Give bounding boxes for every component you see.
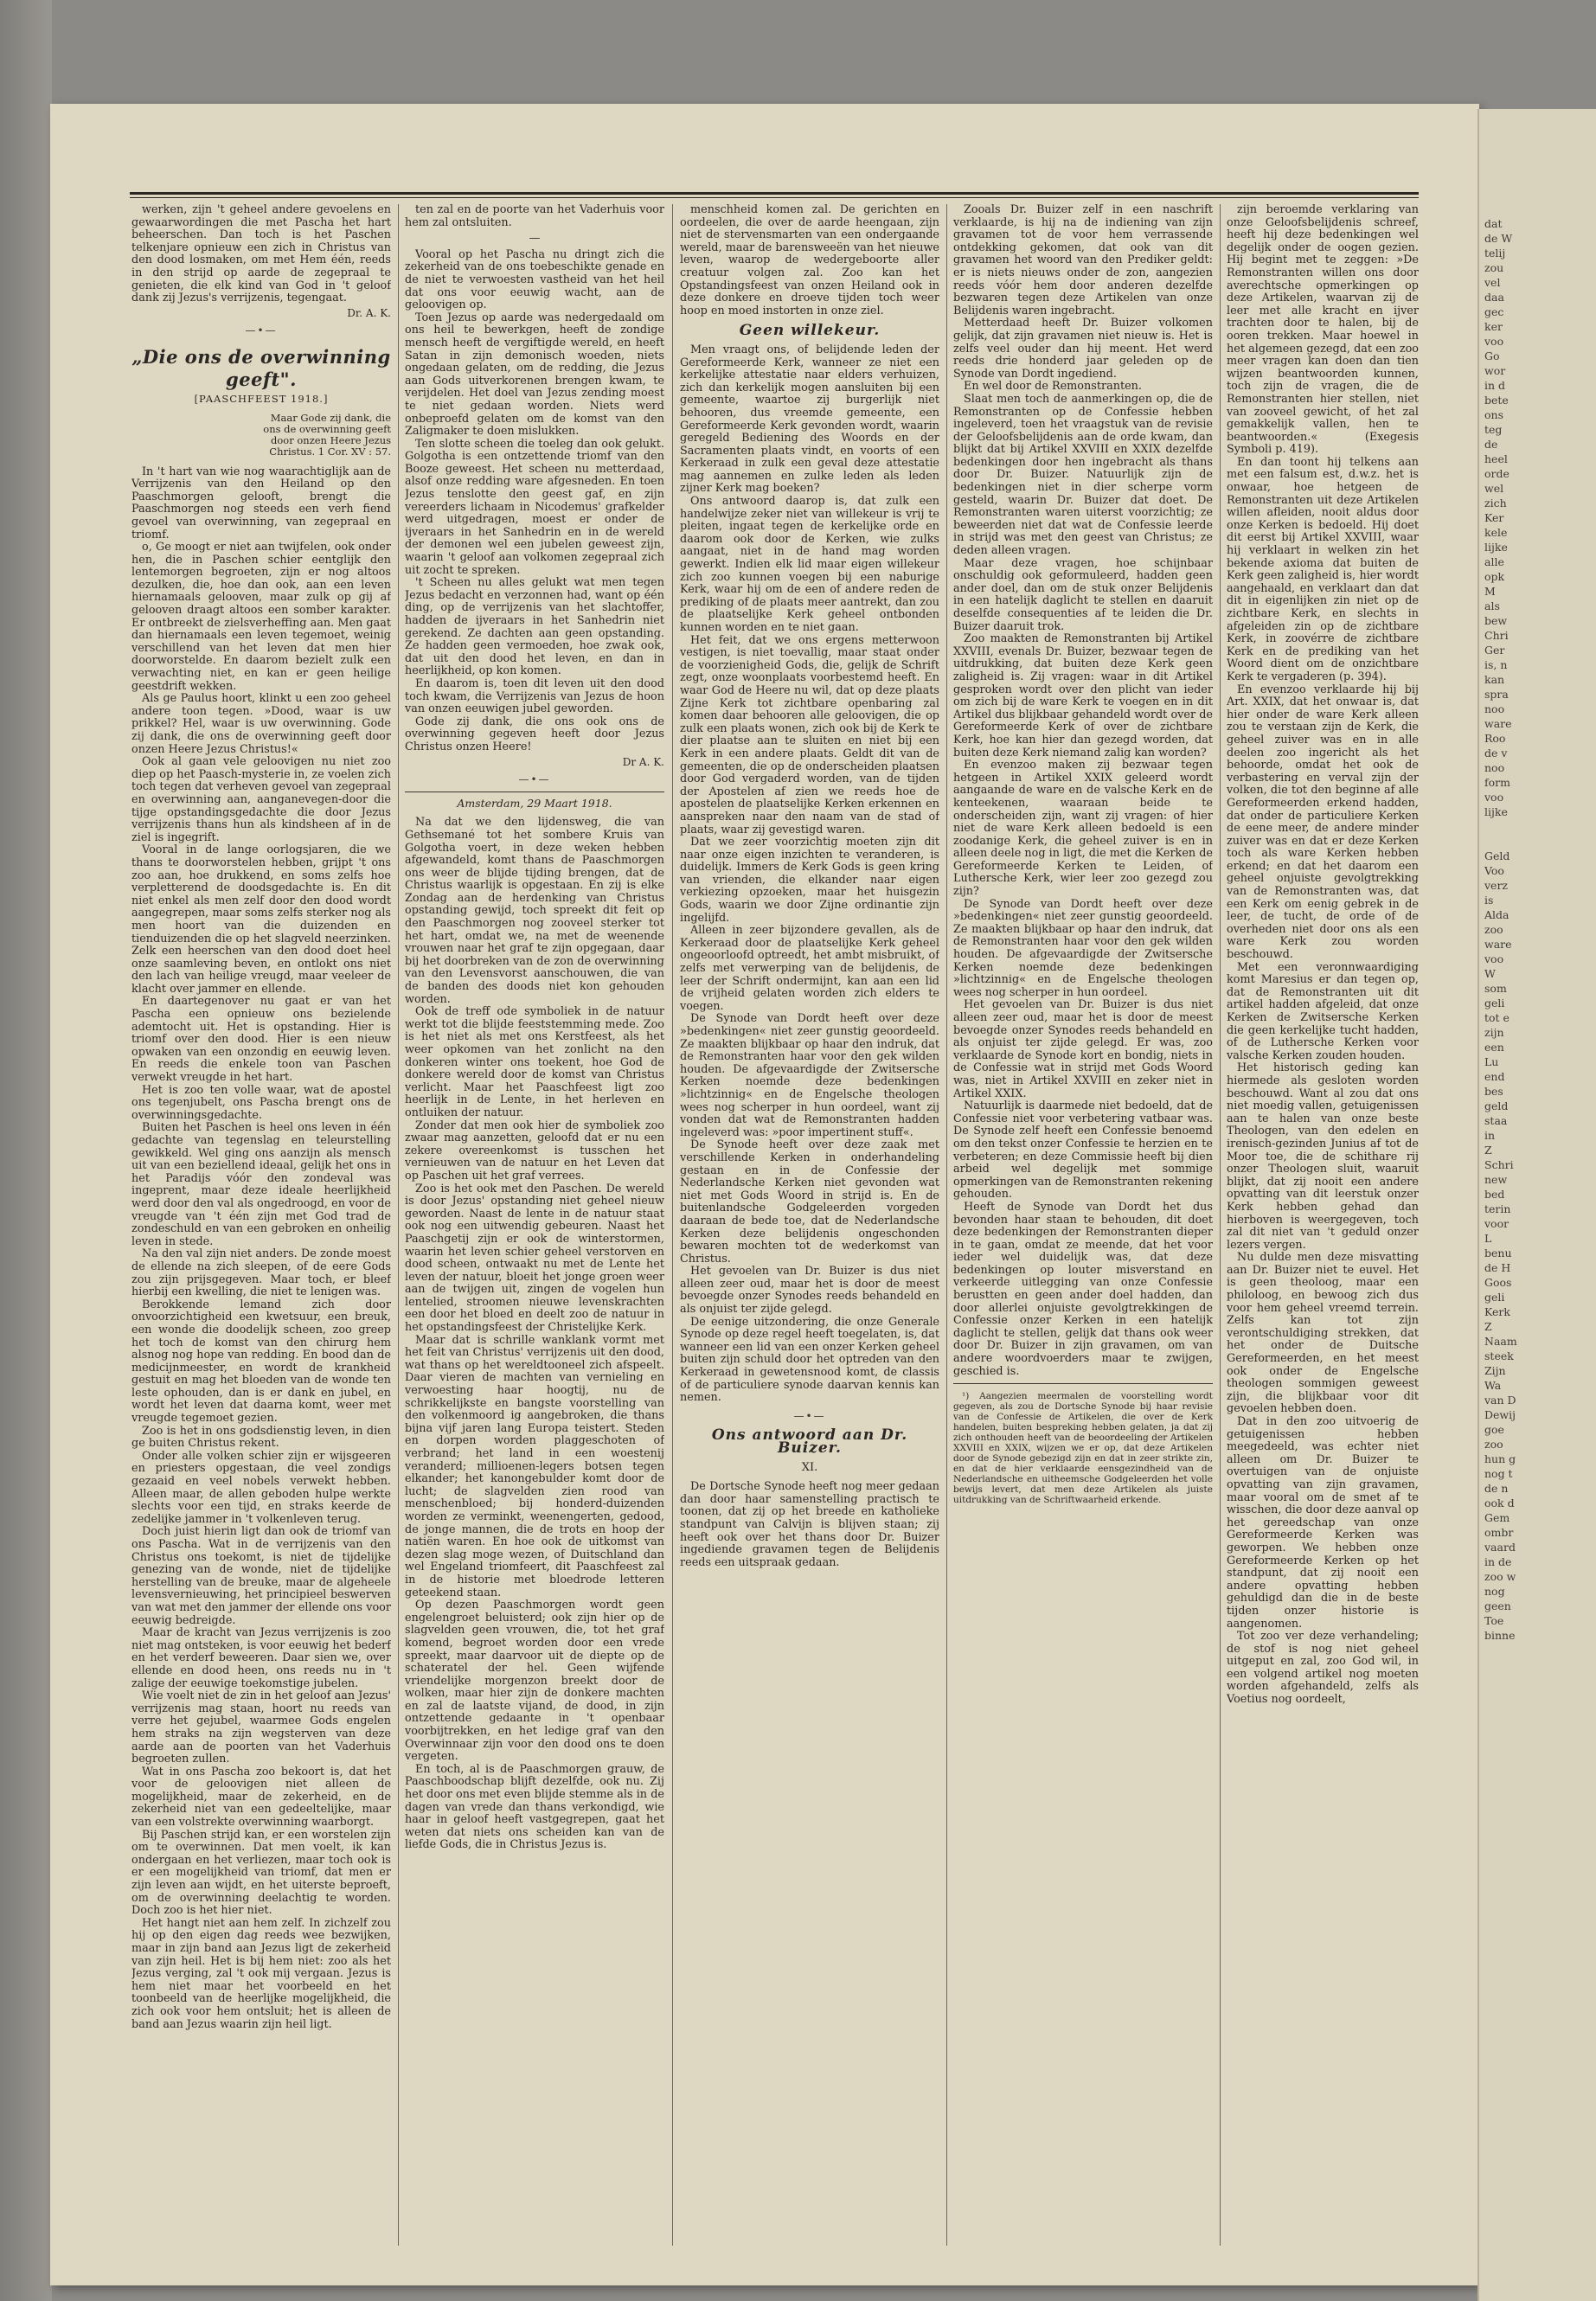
paragraph: Ons antwoord daarop is, dat zulk een handelwijze zeker niet van willekeur is vrij te pleiten, ingaat tegen de kerkelijke orde en daarom ook door de Kerken, wie zulks aangaat, niet in de hand mag worden gewerkt. Indien elk lid maar eigen willekeur zich zoo kunnen voegen bij een naburige Kerk, waar hij om de een of andere reden de prediking of de plaats meer aantrekt, dan zou de plaatselijke Kerk geheel ontbonden kunnen worden en te niet gaan. xyxy=(680,495,939,634)
ornament-divider: —•— xyxy=(793,1409,826,1422)
paragraph: Het gevoelen van Dr. Buizer is dus niet alleen zeer oud, maar het is door de meest bevoegde onzer Synodes reeds behandeld en als onjuist ter zijde gelegd. Er was, zoo verklaarde de Synode kort en bondig, niets in de Confessie wat in strijd met Gods Woord was, niet in Artikel XXVIII en zeker niet in Artikel XXIX. xyxy=(953,998,1213,1100)
paragraph: En wel door de Remonstranten. xyxy=(964,380,1142,394)
column-1 xyxy=(131,204,391,2246)
paragraph: zijn beroemde verklaring van onze Geloofsbelijdenis schreef, heeft hij deze bedenkingen wel degelijk onder de oogen gezien. Hij begint met te zeggen: »De Remonstranten willen ons door averechtsche opmerkingen op deze Artikelen, waarvan zij de leer met alle kracht en ijver trachten door te halen, bij de ooren trekken. Maar hoewel in het algemeen gezegd, dat een zoo meer vragen kan doen dan tien wijzen beantwoorden kunnen, toch zijn de vragen, die de Remonstranten hier stellen, niet van zooveel gewicht, of het zal gemakkelijk vallen, hen te beantwoorden.« (Exegesis Symboli p. 419). xyxy=(1227,204,1419,457)
footnote: ¹) Aangezien meermalen de voorstelling wordt gegeven, als zou de Dortsche Synode bij haar revisie van de Confessie de Artikelen, die over de Kerk handelen, buiten bespreking hebben gelaten, ja dat zij zich onthouden heeft van de beoordeeling der Artikelen XXVIII en XXIX, wijzen we er op, dat deze Artikelen door de Synode gebezigd zijn en dat in zeer strikte zin, en dat de hier verklaarde eensgezindheid van de Nederlandsche en uitheemsche Godgeleerden het volle bewijs levert, dat men deze Artikelen als juiste uitdrukking van de Schriftwaarheid erkende. xyxy=(953,1391,1213,1506)
article-continuation: werken, zijn 't geheel andere gevoelens en gewaarwordingen die met Pascha het hart beheerschen. Dan toch is het Paschen telkenjare opnieuw een zich in Christus van den dood losmaken, om met Hem één, reeds in den strijd op aarde de zegepraal te genieten, die elk kind van God in 't geloof dank zij Jezus's verrijzenis, tegengaat. xyxy=(131,204,391,305)
paragraph: Het is zoo ten volle waar, wat de apostel ons tegenjubelt, ons Pascha brengt ons de overwinningsgedachte. xyxy=(131,1083,391,1122)
paragraph: En evenzoo maken zij bezwaar tegen hetgeen in Artikel XXIX geleerd wordt aangaande de ware en de valsche Kerk en de kenteekenen, waaraan beide te onderscheiden zijn, want zij vragen: of hier niet de ware Kerk alleen bedoeld is een zoodanige Kerk, die geheel zuiver is en in alleen deele nog in ligt, die met die Kerken de Gereformeerde Kerken te Leiden, of Luthersche Kerk, wier leer zoo gezegd zou zijn? xyxy=(953,759,1213,899)
paragraph: Wie voelt niet de zin in het geloof aan Jezus' verrijzenis mag staan, hoort nu reeds van verre het gejubel, waarmee Gods engelen hem straks na zijn wegsterven van deze aarde aan de poorten van het Vaderhuis begroeten zullen. xyxy=(131,1689,391,1766)
paragraph: Het feit, dat we ons ergens metterwoon vestigen, is niet toevallig, maar staat onder de voorzienigheid Gods, die, gelijk de Schrift zegt, onze woonplaats voorbestemd heeft. En waar God de Heere nu wil, dat op deze plaats Zijne Kerk tot zichtbare openbaring zal komen daar behooren alle geloovigen, die op zulk een plaats wonen, zich ook bij de Kerk te dier plaatse aan te sluiten en niet bij een Kerk in een andere plaats. Geldt dit van de gemeenten, die op de onderscheiden plaatsen door God vergaderd worden, van de tijden der Apostelen af zien we reeds hoe de apostelen de plaatselijke Kerken erkennen en aanspreken naar den naam van de stad of plaats, waar zij gevestigd waren. xyxy=(680,633,939,836)
ornament-divider: —•— xyxy=(518,773,551,786)
paragraph: Doch juist hierin ligt dan ook de triomf van ons Pascha. Wat in de verrijzenis van den Christus ons toekomt, is niet de tijdelijke genezing van de wonde, niet de tijdelijke herstelling van de breuke, maar de algeheele levensvernieuwing, het principieel beswerven van wat met den jammer der ellende ons voor eeuwig bedreigde. xyxy=(131,1525,391,1627)
paragraph: En daartegenover nu gaat er van het Pascha een opnieuw ons bezielende ademtocht uit. Het is opstanding. Hier is triomf over den dood. Hier is een nieuw opwaken van een onzondig en eeuwig leven. En reeds die enkele toon van Paschen verwekt vreugde in het hart. xyxy=(131,995,391,1085)
paragraph: Toen Jezus op aarde was nedergedaald om ons heil te bewerkgen, heeft de zondige mensch heeft de vergiftigde wereld, en heeft Satan in zijn demonisch woeden, niets ongedaan gelaten, om de redding, die Jezus aan Gods uitverkorenen brengen kwam, te verijdelen. Het doel van Jezus zending moest te niet gedaan worden. Niets werd onbeproefd gelaten om de komst van den Zaligmaker te doen mislukken. xyxy=(405,311,664,439)
paragraph: Natuurlijk is daarmede niet bedoeld, dat de Confessie niet voor verbetering vatbaar was. De Synode zelf heeft een Confessie benoemd om den tekst onzer Confessie te herzien en te verbeteren; en deze Commissie heeft bij dien arbeid wel degelijk met sommige opmerkingen van de Remonstranten rekening gehouden. xyxy=(953,1099,1213,1202)
paragraph: En evenzoo verklaarde hij bij Art. XXIX, dat het onwaar is, dat hier onder de ware Kerk alleen zou te verstaan zijn de Kerk, die geheel zuiver was en in alle deelen zoo ingericht als het behoorde, omdat het ook de verbastering en verval zijn der volken, die tot den beginne af alle Gereformeerden erkend hadden, dat onder de particuliere Kerken de eene meer, de andere minder zuiver was en dat er deze Kerken toch als ware Kerken hebben erkend; en dat het daarom een geheel onjuiste gevolgtrekking van de Remonstranten was, dat een Kerk om eenig gebrek in de leer, de tucht, de orde of de overheden niet door ons als een ware Kerk zou worden beschouwd. xyxy=(1227,683,1419,962)
column-divider xyxy=(946,204,947,2246)
column-2 xyxy=(405,204,664,2246)
signature: Dr. A. K. xyxy=(347,306,391,319)
paragraph: De Synode van Dordt heeft over deze »bedenkingen« niet zeer gunstig geoordeeld. Ze maakten blijkbaar op haar den indruk, dat de Remonstranten haar voor den gek wilden houden. De afgevaardigde der Zwitsersche Kerken noemde deze bedenkingen »lichtzinnig« en de Engelsche theologen wees nog scherper in hun oordeel. xyxy=(953,897,1213,999)
paragraph: De Synode van Dordt heeft over deze »bedenkingen« niet zeer gunstig geoordeeld. Ze maakten blijkbaar op haar den indruk, dat de Remonstranten haar voor den gek wilden houden. De afgevaardigde der Zwitsersche Kerken noemde deze bedenkingen »lichtzinnig« en de Engelsche theologen wees nog scherper in hun oordeel, want zij vonden dat wat de Remonstranten hadden ingeleverd was: »poor impertinent stuff«. xyxy=(680,1012,939,1139)
paragraph: Nu dulde men deze misvatting aan Dr. Buizer niet te euvel. Het is geen theoloog, maar een philoloog, en bewoog zich dus voor hem geheel vreemd terrein. Zelfs kan tot zijn verontschuldiging strekken, dat het onder de Duitsche Gereformeerden, en het meest ook onder de Engelsche theologen sommigen geweest zijn, die blijkbaar voor dit gevoelen hebben doen. xyxy=(1227,1251,1419,1416)
article-subtitle: [PAASCHFEEST 1918.] xyxy=(194,392,329,405)
column-divider xyxy=(398,204,399,2246)
paragraph: Zoo is het in ons godsdienstig leven, in dien ge buiten Christus rekent. xyxy=(131,1424,391,1451)
article-continuation: ten zal en de poorte van het Vaderhuis voor hem zal ontsluiten. xyxy=(405,204,664,229)
paragraph: Slaat men toch de aanmerkingen op, die de Remonstranten op de Confessie hebben ingeleverd, toen het vraagstuk van de revisie der Geloofsbelijdenis aan de orde kwam, dan blijkt dat bij Artikel XXVIII en XXIX dezelfde bedenkingen door hen ingebracht als thans door Dr. Buizer. Natuurlijk zijn de bedenkingen niet in dier scherpe vorm gesteld, waarin Dr. Buizer dat doet. De Remonstranten waren uiterst voorzichtig; ze beweerden niet dat wat de Confessie leerde in strijd was met den geest van Christus; ze deden alleen vragen. xyxy=(953,392,1213,558)
header-rule xyxy=(130,192,1419,195)
paragraph: Zoo maakten de Remonstranten bij Artikel XXVIII, evenals Dr. Buizer, bezwaar tegen de uitdrukking, dat buiten deze Kerk geen zaligheid is. Zij vragen: waar in dit Artikel gesproken wordt over den plicht van ieder om zich bij de ware Kerk te voegen en in dit Artikel dus blijkbaar gehandeld wordt over de Gereformeerde Kerk of over de zichtbare Kerk, hoe kan hier dan gezegd worden, dat buiten deze Kerk niemand zalig kan worden? xyxy=(953,632,1213,760)
paragraph: Bij Paschen strijd kan, er een worstelen zijn om te overwinnen. Dat men voelt, ik kan ondergaan en het verliezen, maar toch ook is er een mogelijkheid van triomf, dat men er zijn leven aan wijdt, en het uiterste beproeft, om de overwinning deelachtig te worden. Doch zoo is het hier niet. xyxy=(131,1828,391,1918)
paragraph: En toch, al is de Paaschmorgen grauw, de Paaschboodschap blijft dezelfde, ook nu. Zij het door ons met even blijde stemme als in de dagen van vrede dan thans verkondigd, wie haar in geloof heeft vastgegrepen, gaat het weten dat niets ons scheiden kan van de liefde Gods, die in Christus Jezus is. xyxy=(405,1762,664,1852)
paragraph: Zooals Dr. Buizer zelf in een naschrift verklaarde, is hij na de indiening van zijn gravamen tot de voor hem verrassende ontdekking gekomen, dat ook van dit gravamen het woord van den Prediker geldt: er is niets nieuws onder de zon, aangezien reeds vóór hem door anderen dezelfde bezwaren tegen deze Artikelen van onze Belijdenis waren ingebracht. xyxy=(953,204,1213,317)
paragraph: Ook al gaan vele geloovigen nu niet zoo diep op het Paasch-mysterie in, ze voelen zich toch tegen dat verheven gevoel van zegepraal en overwinning aan, aanganevegen-door die tijge opstandingsgedachte die door Jezus verrijzenis thans hun als kindsheen af in de ziel is ingegrift. xyxy=(131,755,391,844)
column-3 xyxy=(680,204,939,2246)
paragraph: Heeft de Synode van Dordt het dus bevonden haar staan te behouden, dit doet deze bedenkingen der Remonstranten dieper in te gaan, omdat ze meende, dat het voor ieder wel duidelijk was, dat deze bedenkingen op louter misverstand en verkeerde uitlegging van onze Confessie berustten en geen ander doel hadden, dan door allerlei onjuiste gevolgtrekkingen de Confessie onzer Kerken in een hatelijk daglicht te stellen, gelijk dat thans ook weer door Dr. Buizer in zijn gravamen, om van andere woordvoerders maar te zwijgen, geschied is. xyxy=(953,1200,1213,1378)
paragraph: Met een veronnwaardiging komt Maresius er dan tegen op, dat de Remonstranten uit dit artikel hadden afgeleid, dat onze Kerken de Zwitsersche Kerken die geen kerkelijke tucht hadden, of de Luthersche Kerken voor valsche Kerken zouden houden. xyxy=(1227,960,1419,1062)
paragraph: En daarom is, toen dit leven uit den dood toch kwam, die Verrijzenis van Jezus de hoon van onzen eeuwigen jubel geworden. xyxy=(405,676,664,716)
paragraph: Buiten het Paschen is heel ons leven in één gedachte van tegenslag en teleurstelling gewikkeld. Wel ging ons aanzijn als mensch uit van een beziellend ideaal, gelijk het ons in het Paradijs vóór den zondeval was ingeprent, maar deze ideale heerlijkheid werd door den val als ongedroogd, en voor de vreugde van 't één zijn met God trad de zondeschuld en van een gebroken en onheilig leven in stede. xyxy=(131,1121,391,1248)
paragraph: Men vraagt ons, of belijdende leden der Gereformeerde Kerk, wanneer ze niet een kerkelijke attestatie naar elders verhuizen, zich dan kerkelijk mogen aansluiten bij een gemeente, waartoe zij burgerlijk niet behooren, dus vreemde gemeente, een Gereformeerde Kerk gevonden wordt, waarin geregeld Bediening des Woords en der Sacramenten plaats vindt, en voorts of een Kerkeraad in zulk een geval deze attestatie mag aannemen en zulke leden als leden zijner Kerk mag boeken? xyxy=(680,343,939,496)
paragraph: Het gevoelen van Dr. Buizer is dus niet alleen zeer oud, maar het is door de meest bevoegde onzer Synodes reeds behandeld en als onjuist ter zijde gelegd. xyxy=(680,1265,939,1317)
paragraph: Maar dat is schrille wanklank vormt met het feit van Christus' verrijzenis uit den dood, wat thans op het wereldtooneel zich afspeelt. Daar vieren de machten van vernieling en verwoesting haar hoogtij, nu de schrikkelijkste en bangste voorstelling van den volkenmoord ig aangebroken, die thans bijna vijf jaren lang Europa teistert. Steden en dorpen worden plaggeschoten of verbrand; het land in een woestenij veranderd; millioenen-legers botsen tegen elkander; het kanongebulder komt door de lucht; de slagvelden zien rood van menschenbloed; bij honderd-duizenden worden ze verminkt, weenengerten, gedood, de jonge mannen, die de trots en hoop der natiën waren. En hoe ook de uitkomst van dezen slag moge wezen, of Duitschland dan wel Engeland triomfeert, dit Paaschfeest zal in de historie met bloedrode letteren geteekend staan. xyxy=(405,1333,664,1599)
next-page-text-fragment: dat de W telij zou vel daa gec ker voo Go wor in d bete ons teg de heel orde wel zich Ker kele lijke alle opk M als bew Chri Ger is, n kan spra noo ware Roo de v noo form voo lijke Geld Voo verz is Alda zoo ware voo W som geli tot e zijn een Lu end bes geld staa in Z Schri new bed terin voor L benu de H Goos geli Kerk Z Naam steek Zijn Wa van D Dewij goe zoo hun g nog t de n ook d Gem ombr vaard in de zoo w nog geen Toe binne xyxy=(1484,217,1517,1642)
paragraph: Zonder dat men ook hier de symboliek zoo zwaar mag aanzetten, geloofd dat er nu een zekere overeenkomst is tusschen het vernieuwen van de natuur en het Leven dat op Paschen uit het graf verrees. xyxy=(405,1118,664,1183)
signature: Dr A. K. xyxy=(622,755,664,768)
paragraph: Dat we zeer voorzichtig moeten zijn dit naar onze eigen inzichten te veranderen, is duidelijk. Immers de Kerk Gods is geen kring van vrienden, die elkander naar eigen verkiezing opzoeken, maar het huisgezin Gods, waarin we door Zijne ordinantie zijn ingelijfd. xyxy=(680,836,939,925)
paragraph: Tot zoo ver deze verhandeling; de stof is nog niet geheel uitgeput en zal, zoo God wil, in een volgend artikel nog moeten worden afgehandeld, zelfs als Voetius nog oordeelt, xyxy=(1227,1630,1419,1707)
paragraph: Alleen in zeer bijzondere gevallen, als de Kerkeraad door de plaatselijke Kerk geheel ongeoorloofd optreedt, het ambt misbruikt, of zelfs met verwerping van de belijdenis, de leer der Schrift ondermijnt, kan aan een lid de vrijheid gelaten worden zich elders te voegen. xyxy=(680,924,939,1013)
paragraph: Zoo is het ook met den Paschen. De wereld is door Jezus' opstanding niet geheel nieuw geworden. Naast de lente in de natuur staat ook nog een uitwendig gebeuren. Naast het Paaschgetij zijn er ook de winterstormen, waarin het leven schier geheel verstorven en dood scheen, ontwaakt nu met de Lente het leven der natuur, bloeit het jonge groen weer aan de twijgen uit, zingen de vogelen hun lentelied, stroomen nieuwe levenskrachten een door het bloed en deelt zoo de natuur in het opstandingsfeest der Christelijke Kerk. xyxy=(405,1182,664,1335)
paragraph: Het hangt niet aan hem zelf. In zichzelf zou hij op den eigen dag reeds wee bezwijken, maar in zijn band aan Jezus ligt de zekerheid van zijn heil. Het is bij hem niet: zoo als het Jezus verging, zal 't ook mij vergaan. Jezus is hem niet maar het voorbeeld en het toonbeeld van de heerlijke mogelijkheid, die zich ook voor hem ontsluit; het is alleen de band aan Jezus waarin zijn heil ligt. xyxy=(131,1916,391,2031)
paragraph: Vooral op het Pascha nu dringt zich die zekerheid van de ons toebeschikte genade en de niet te verwoesten vastheid van het heil dat ons voor eeuwig wacht, aan de geloovigen op. xyxy=(405,247,664,312)
paragraph: Vooral in de lange oorlogsjaren, die we thans te doorworstelen hebben, grijpt 't ons zoo aan, hoe drukkend, en soms zelfs hoe verpletterend de doodsgedachte is. En dit niet enkel als men zelf door den dood wordt aangegrepen, maar soms zelfs sterker nog als men hoort van die duizenden en tienduizenden die op het slagveld neerzinken. Zelk een heerschen van den dood doet heel onze saamleving beven, en ontlokt ons niet den lach van heilige vreugd, maar veeleer de klacht over jammer en ellende. xyxy=(131,843,391,996)
ornament-divider: —•— xyxy=(245,324,278,337)
part-number: XI. xyxy=(801,1460,818,1474)
paragraph: o, Ge moogt er niet aan twijfelen, ook onder hen, die in Paschen schier eentglijk den lentemorgen begroeten, zijn er nog altoos dezulken, die, hoe dan ook, aan een leven hiernamaals gelooven, maar zulk op gij af gelooven draagt altoos een somber karakter. Er ontbreekt de zielsverheffing aan. Men gaat dan hiernamaals een leven tegemoet, weinig verschillend van het leven dat men hier doorworstelde. En daarom bezielt zulk een verwachting niet, en kan er geen heilige geestdrift wekken. xyxy=(131,541,391,693)
short-divider: — xyxy=(529,232,541,246)
paragraph: De eenige uitzondering, die onze Generale Synode op deze regel heeft toegelaten, is, dat wanneer een lid van een onzer Kerken geheel buiten zijn schuld door het optreden van den Kerkeraad in gewetensnood komt, de classis of de particuliere synode daarvan kennis kan nemen. xyxy=(680,1315,939,1405)
paragraph: Gode zij dank, die ons ook ons de overwinning gegeven heeft door Jezus Christus onzen Heere! xyxy=(405,715,664,753)
paragraph: Na den val zijn niet anders. De zonde moest de ellende na zich sleepen, of de eere Gods zou zijn prijsgegeven. Maar toch, er bleef hierbij een kwelling, die niet te lenigen was. xyxy=(131,1247,391,1299)
paragraph: Na dat we den lijdensweg, die van Gethsemané tot het sombere Kruis van Golgotha voert, in deze weken hebben afgewandeld, komt thans de Paaschmorgen ons weer de blijde tijding brengen, dat de Christus waarlijk is opgestaan. En zij is elke Zondag aan de herdenking van Christus opstanding gewijd, toch spreekt dit feit op den Paaschmorgen nog zooveel sterker tot het hart, omdat we, na met de weenende vrouwen naar het graf te zijn opgegaan, daar bij het doorbreken van de zon de overwinning van den Levensvorst aanschouwen, die van de banden des doods niet kon gehouden worden. xyxy=(405,816,664,1006)
scripture-motto: Maar Gode zij dank, die ons de overwinning geeft door onzen Heere Jezus Christus. 1 Cor. XV : 57. xyxy=(263,411,391,458)
column-4 xyxy=(953,204,1213,2246)
header-rule-thin xyxy=(130,197,1419,198)
section-title: Ons antwoord aan Dr. Buizer. xyxy=(711,1426,908,1457)
paragraph: Het historisch geding kan hiermede als gesloten worden beschouwd. Want al zou dat ons niet moedig vallen, getuigenissen aan te halen van onze beste Theologen, van den edelen en irenisch-gezinden Junius af tot de Moor toe, die de schithare rij onzer Theologen sluit, waaruit blijkt, dat zij nooit een andere opvatting van dit leerstuk onzer Kerk hebben gehad dan hierboven is weergegeven, toch zal dit niet van 't geduld onzer lezers vergen. xyxy=(1227,1061,1419,1252)
paragraph: Ten slotte scheen die toeleg dan ook gelukt. Golgotha is een ontzettende triomf van den Booze geweest. Het scheen nu metterdaad, alsof onze redding ware afgesneden. En toen Jezus tenslotte den geest gaf, en zijn vereerders lichaam in Nicodemus' grafkelder werd uitgedragen, moest er onder de ijveraars in het Sanhedrin en in de wereld der demonen wel een jubelen geweest zijn, waarin 't geloof aan volkomen zegepraal zich uit zocht te spreken. xyxy=(405,437,664,577)
paragraph: Maar de kracht van Jezus verrijzenis is zoo niet mag ontsteken, is voor eeuwig het bederf en het verderf beweeren. Daar sien we, over ellende en dood heen, ons reeds nu in 't zalige der eeuwige toekomstige jubelen. xyxy=(131,1626,391,1690)
column-5 xyxy=(1227,204,1419,2246)
paragraph: Metterdaad heeft Dr. Buizer volkomen gelijk, dat zijn gravamen niet nieuw is. Het is zelfs veel ouder dan hij meent. Het werd reeds drie honderd jaar geleden op de Synode van Dordt ingediend. xyxy=(953,317,1213,381)
paragraph: De Synode heeft over deze zaak met verschillende Kerken in onderhandeling gestaan en in de Confessie der Nederlandsche Kerken niet gevonden wat niet met Gods Woord in strijd is. En de buitenlandsche Godgeleerden vorgeden daaraan de bede toe, dat de Nederlandsche Kerken deze belijdenis ongeschonden bewaren mochten tot de wederkomst van Christus. xyxy=(680,1138,939,1266)
paragraph: Ook de treff ode symboliek in de natuur werkt tot die blijde feeststemming mede. Zoo is het niet als met ons Kerstfeest, als het weer opkomen van het zonlicht na den donkeren winter ons toekent, hoe God de donkere wereld door de komst van Christus verlicht. Maar het Paaschfeest ligt zoo heerlijk in de Lente, in het herleven en ontluiken der natuur. xyxy=(405,1005,664,1119)
article-title: „Die ons de overwinning geeft". xyxy=(131,345,391,390)
column-divider xyxy=(1220,204,1221,2246)
paragraph: In 't hart van wie nog waarachtiglijk aan de Verrijzenis van den Heiland op den Paaschmorgen gelooft, brengt die Paaschmorgen nog steeds een verh fiend gevoel van overwinning, van zegepraal en triomf. xyxy=(131,465,391,542)
paragraph: 't Scheen nu alles gelukt wat men tegen Jezus bedacht en verzonnen had, want op één ding, op de verrijzenis van het slachtoffer, hadden de ijveraars in het Sanhedrin niet gerekend. Ze dachten aan geen opstanding. Ze hadden geen vermoeden, hoe zwak ook, dat uit den dood het leven, en dan in heerlijkheid, op kon komen. xyxy=(405,576,664,678)
dateline: Amsterdam, 29 Maart 1918. xyxy=(457,796,612,810)
paragraph: Onder alle volken schier zijn er wijsgeeren en priesters opgestaan, die veel zondigs gezaaid en veel nobels verwekt hebben. Alleen maar, de allen geboden hulpe werkte slechts voor een tijd, en straks keerde de zedelijke jammer in 't volkenleven terug. xyxy=(131,1449,391,1526)
scanner-background-strip xyxy=(0,0,52,2301)
paragraph: Maar deze vragen, hoe schijnbaar onschuldig ook geformuleerd, hadden geen ander doel, dan om de stuk onzer Belijdenis in een hatelijk daglicht te stellen en daaruit deselfde consequenties af te leiden die Dr. Buizer daaruit trok. xyxy=(953,556,1213,633)
paragraph: En dan toont hij telkens aan met een falsum est, d.w.z. het is onwaar, hoe hetgeen de Remonstranten uit deze Artikelen willen afleiden, nooit aldus door onze Kerken is bedoeld. Hij doet dit eerst bij Artikel XXVIII, waar hij verklaart in welken zin het bekende axioma dat buiten de Kerk geen zaligheid is, hier wordt aangehaald, en verklaart dan dat dit in eigenlijken zin niet op de zichtbare Kerk, en slechts in afgeleiden zin op de zichtbare Kerk, in zoovérre de zichtbare Kerk en de prediking van het Woord dient om de onzichtbare Kerk te vergaderen (p. 394). xyxy=(1227,455,1419,683)
footnote-rule xyxy=(953,1383,1213,1384)
paragraph: Berokkende lemand zich door onvoorzichtigheid een kwetsuur, een breuk, een wonde die doodelijk scheen, zoo greep het toch de komst van den chirurg hem alsnog nog hope van redding. En bood dan de medicijnmeester, en wordt de krankheid gestuit en mag het bloeden van de wonde ten leste ophouden, dan is er dank en jubel, en wordt het leven dat daarna komt, weer met vreugde tegemoet gezien. xyxy=(131,1298,391,1426)
article-continuation: menschheid komen zal. De gerichten en oordeelen, die over de aarde heengaan, zijn niet de stervensmarten van een ondergaande wereld, maar de barensweeën van het nieuwe leven, waarop de wedergeboorte aller creatuur volgen zal. Zoo kan het Opstandingsfeest van onzen Heiland ook in deze donkere en droeve tijden toch weer hoop en moed instorten in onze ziel. xyxy=(680,204,939,317)
paragraph: Op dezen Paaschmorgen wordt geen engelengroet beluisterd; ook zijn hier op de slagvelden geen vrouwen, die, tot het graf komend, begroet worden door een vrede spreekt, maar daarvoor uit de diepte op de schateratel der hel. Geen wijfende vriendelijke morgenzon breekt door de wolken, maar hier zijn de donkere machten en zal de laatste vijand, de dood, in zijn ontzettende gedaante in 't openbaar voorbijtrekken, en het ledige graf van den Overwinnaar zijn voor den dood ons te doen vergeten. xyxy=(405,1599,664,1764)
paragraph: Als ge Paulus hoort, klinkt u een zoo geheel andere toon tegen. »Dood, waar is uw prikkel? Hel, waar is uw overwinning. Gode zij dank, die ons de overwinning geeft door onzen Heere Jezus Christus!« xyxy=(131,692,391,756)
paragraph: De Dortsche Synode heeft nog meer gedaan dan door haar samenstelling practisch te toonen, dat zij op het breede en katholieke standpunt van Calvijn is blijven staan; zij heeft ook over het thans door Dr. Buizer ingediende gravamen tegen de Belijdenis reeds een uitspraak gedaan. xyxy=(680,1480,939,1569)
section-title: Geen willekeur. xyxy=(739,322,881,340)
paragraph: Wat in ons Pascha zoo bekoort is, dat het voor de geloovigen niet alleen de mogelijkheid, maar de zekerheid, en de zekerheid niet van een gedeeltelijke, maar van een volstrekte overwinning waarborgt. xyxy=(131,1765,391,1830)
paragraph: Dat in den zoo uitvoerig de getuigenissen hebben meegedeeld, was echter niet alleen om Dr. Buizer te overtuigen van de onjuiste opvatting van zijn gravamen, maar vooral om de smet af te wisschen, die door deze aanval op het gereedschap van onze Gereformeerde Kerken was geworpen. We hebben onze Gereformeerde Kerken op het standpunt, dat zij nooit een andere opvatting hebben gehuldigd dan die in de beste tijden onzer historie is aangenomen. xyxy=(1227,1415,1419,1631)
column-divider xyxy=(672,204,673,2246)
